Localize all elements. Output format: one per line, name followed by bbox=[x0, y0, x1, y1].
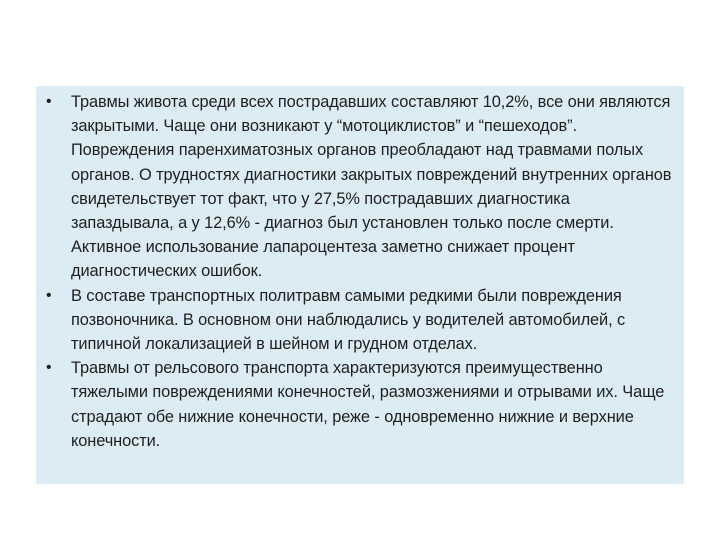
bullet-text: Травмы живота среди всех пострадавших составляют 10,2%, все они являются закрытыми. Чаще они возникают у “мотоциклистов” и “пешеходов”. Повреждения паренхиматозных органов преобладают над травмами полых органов. О трудностях диагностики закрытых повреждений внутренних органов свидетельствует тот факт, что у 27,5% пострадавших диагностика запаздывала, а у 12,6% - диагноз был установлен только после смерти. Активное использование лапароцентеза заметно снижает процент диагностических ошибок. bbox=[71, 93, 672, 281]
bullet-item-abdominal-trauma bbox=[46, 90, 674, 284]
bullet-text: Травмы от рельсового транспорта характеризуются преимущественно тяжелыми повреждениями конечностей, размозжениями и отрывами их. Чаще страдают обе нижние конечности, реже - одновременно нижние и верхние конечности. bbox=[71, 359, 665, 450]
bullet-item-rail-transport-trauma bbox=[46, 356, 674, 453]
bullet-item-spine-injuries bbox=[46, 284, 674, 357]
bullet-text: В составе транспортных политравм самыми редкими были повреждения позвоночника. В основном они наблюдались у водителей автомобилей, с типичной локализацией в шейном и грудном отделах. bbox=[71, 286, 626, 354]
bullet-icon: • bbox=[46, 286, 52, 304]
bullet-icon: • bbox=[46, 359, 52, 377]
bullet-list bbox=[46, 90, 674, 453]
text-panel bbox=[36, 86, 684, 484]
bullet-icon: • bbox=[46, 93, 52, 110]
